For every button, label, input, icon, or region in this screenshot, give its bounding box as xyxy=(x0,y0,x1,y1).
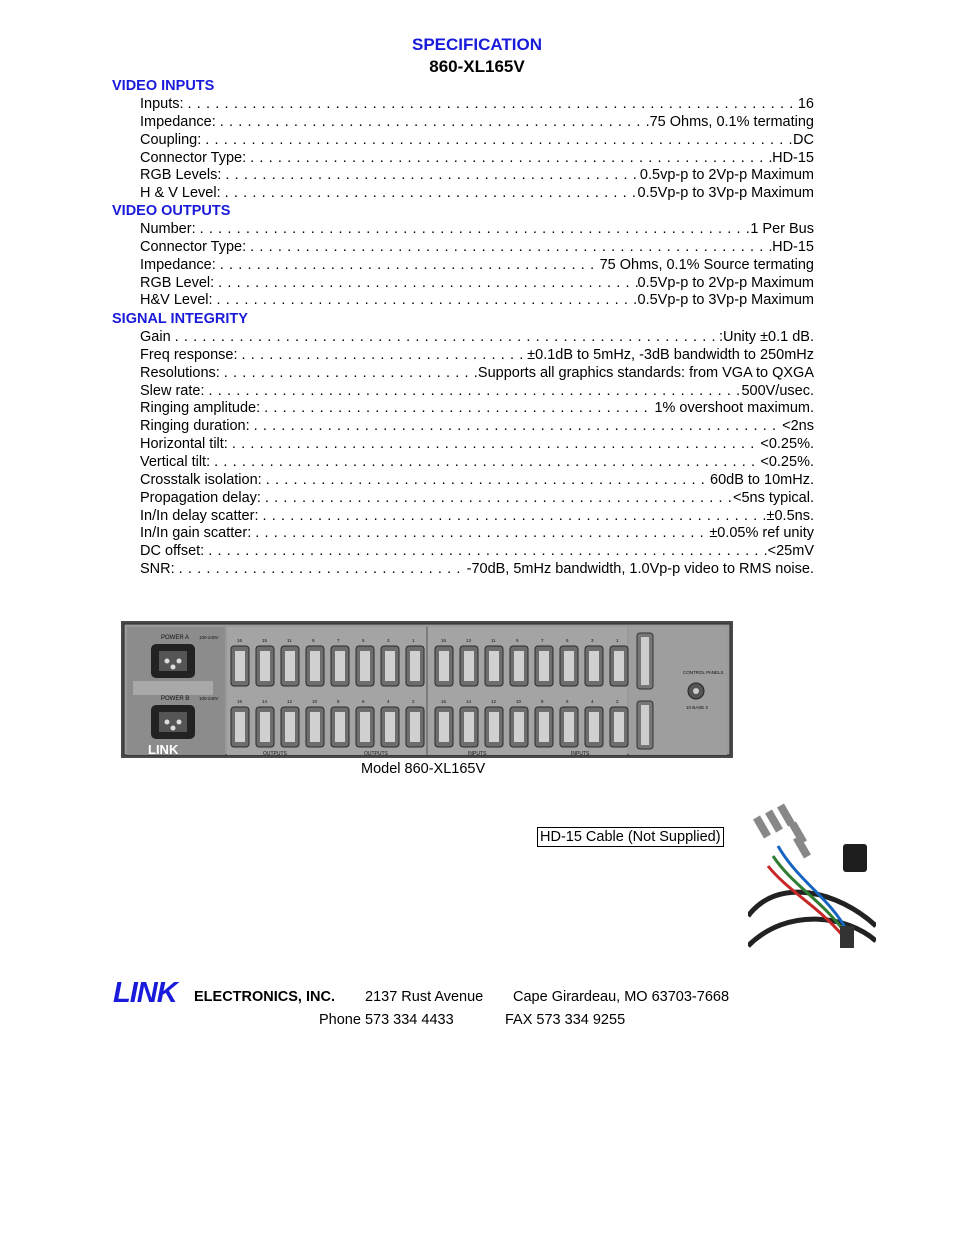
spec-value: <0.25%. xyxy=(760,436,814,453)
spec-label: RGB Levels: xyxy=(140,167,222,184)
spec-value: 0.5Vp-p to 2Vp-p Maximum xyxy=(637,274,814,291)
spec-label: Resolutions: xyxy=(140,364,220,381)
connector-pins xyxy=(564,651,574,681)
spec-value: Supports all graphics standards: from VGA to QXGA xyxy=(477,364,814,381)
connector-pins xyxy=(335,651,345,681)
section-heading: VIDEO INPUTS xyxy=(112,78,215,94)
dot-leader xyxy=(221,167,640,183)
connector-pins xyxy=(439,651,449,681)
spec-label: Slew rate: xyxy=(140,382,205,399)
dot-leader xyxy=(250,418,783,434)
phone-number: Phone 573 334 4433 xyxy=(319,1012,454,1028)
spec-row xyxy=(140,347,814,365)
spec-label: H & V Level: xyxy=(140,185,221,202)
spec-value: 0.5vp-p to 2Vp-p Maximum xyxy=(639,167,814,184)
connector-number: 5 xyxy=(566,638,569,643)
connector-pins xyxy=(410,712,420,742)
spec-row xyxy=(140,329,814,347)
connector-pins xyxy=(310,712,320,742)
connector-pins xyxy=(539,651,549,681)
spec-row xyxy=(140,436,814,454)
connector-pins xyxy=(285,651,295,681)
power-a-label: POWER A xyxy=(161,635,190,641)
spec-row xyxy=(140,418,814,436)
spec-value: :Unity ±0.1 dB. xyxy=(718,329,814,345)
connector-number: 8 xyxy=(337,699,340,704)
rear-panel-image xyxy=(121,621,733,758)
spec-value: 0.5Vp-p to 3Vp-p Maximum xyxy=(637,292,814,309)
connector-number: 1 xyxy=(616,638,619,643)
spec-label: Gain xyxy=(140,329,171,345)
connector-pins xyxy=(489,712,499,742)
connector-number: 11 xyxy=(491,638,496,643)
spec-label: SNR: xyxy=(140,561,175,578)
spec-value: HD-15 xyxy=(772,149,814,166)
spec-value: -70dB, 5mHz bandwidth, 1.0Vp-p video to RMS noise. xyxy=(466,561,814,578)
spec-row xyxy=(140,114,814,132)
spec-value: <5ns typical. xyxy=(732,489,814,506)
spec-row xyxy=(140,96,814,114)
dot-leader xyxy=(228,436,761,452)
connector-pins xyxy=(285,712,295,742)
spec-value: <0.25%. xyxy=(760,453,814,470)
connector-pins xyxy=(539,712,549,742)
connector-pins xyxy=(235,712,245,742)
connector-number: 16 xyxy=(441,638,447,643)
spec-row xyxy=(140,508,814,526)
spec-row xyxy=(140,257,814,275)
spec-label: Connector Type: xyxy=(140,149,247,166)
connector-pins xyxy=(360,712,370,742)
connector-pins xyxy=(385,712,395,742)
city-address: Cape Girardeau, MO 63703-7668 xyxy=(513,989,730,1005)
spec-value: 0.5Vp-p to 3Vp-p Maximum xyxy=(637,185,814,202)
power-a-rating: 100-240V xyxy=(199,635,219,640)
spec-row xyxy=(140,525,814,543)
cable-label: HD-15 Cable (Not Supplied) xyxy=(537,827,724,847)
spec-value: <2ns xyxy=(782,418,814,435)
dot-leader xyxy=(204,543,767,559)
spec-value: 16 xyxy=(797,96,814,112)
connector-pins xyxy=(514,651,524,681)
dot-leader xyxy=(238,347,528,363)
spec-value: ±0.5ns. xyxy=(766,507,814,524)
spec-row xyxy=(140,185,814,203)
dot-leader xyxy=(196,221,751,237)
dot-leader xyxy=(175,561,467,577)
spec-row xyxy=(140,132,814,150)
dot-leader xyxy=(261,490,733,506)
spec-value: 500V/usec. xyxy=(741,382,814,399)
spec-label: Impedance: xyxy=(140,113,216,130)
dot-leader xyxy=(220,365,478,381)
connector-pins xyxy=(385,651,395,681)
connector-pins xyxy=(589,651,599,681)
power-b-label: POWER B xyxy=(161,696,190,702)
connector-pins xyxy=(614,712,624,742)
spec-label: Number: xyxy=(140,221,196,237)
spec-row xyxy=(140,150,814,168)
dot-leader xyxy=(210,454,760,470)
dot-leader xyxy=(221,185,638,201)
spec-label: Propagation delay: xyxy=(140,489,261,506)
spec-row xyxy=(140,400,814,418)
control-panels-label: CONTROL PANELS xyxy=(683,670,724,675)
inputs-label-2: INPUTS xyxy=(571,751,590,757)
connector-number: 3 xyxy=(387,638,390,643)
dot-leader xyxy=(216,257,600,273)
connector-pins xyxy=(410,651,420,681)
spec-value: 1% overshoot maximum. xyxy=(654,400,814,417)
connector-pins xyxy=(235,651,245,681)
spec-label: Vertical tilt: xyxy=(140,453,211,470)
panel-caption: Model 860-XL165V xyxy=(361,761,486,777)
connector-pins xyxy=(439,712,449,742)
connector-pins xyxy=(260,651,270,681)
spec-label: In/In delay scatter: xyxy=(140,507,259,524)
connector-number: 10 xyxy=(516,699,522,704)
section-heading: VIDEO OUTPUTS xyxy=(112,203,231,219)
connector-number: 11 xyxy=(287,638,292,643)
connector-number: 10 xyxy=(312,699,318,704)
dot-leader xyxy=(216,114,650,130)
spec-value: DC xyxy=(793,131,814,148)
panel-brand-logo: LINK xyxy=(148,742,179,757)
connector-number: 16 xyxy=(237,638,243,643)
fax-number: FAX 573 334 9255 xyxy=(505,1012,626,1028)
inputs-label-1: INPUTS xyxy=(468,751,487,757)
spec-label: Crosstalk isolation: xyxy=(140,471,262,488)
spec-row xyxy=(140,561,814,579)
spec-label: In/In gain scatter: xyxy=(140,525,252,542)
model-title: 860-XL165V xyxy=(429,57,525,76)
dot-leader xyxy=(201,132,793,148)
connector-number: 4 xyxy=(591,699,594,704)
connector-pins xyxy=(564,712,574,742)
connector-pins xyxy=(310,651,320,681)
connector-number: 7 xyxy=(541,638,544,643)
dot-leader xyxy=(262,472,710,488)
spec-row xyxy=(140,239,814,257)
spec-label: Coupling: xyxy=(140,131,202,148)
spec-label: Ringing amplitude: xyxy=(140,400,261,417)
spec-label: H&V Level: xyxy=(140,292,213,309)
spec-row xyxy=(140,365,814,383)
spec-label: Inputs: xyxy=(140,96,184,112)
spec-label: Connector Type: xyxy=(140,238,247,255)
dot-leader xyxy=(260,400,654,416)
spec-value: ±0.05% ref unity xyxy=(709,525,814,542)
connector-pins xyxy=(489,651,499,681)
spec-value: 75 Ohms, 0.1% Source termating xyxy=(599,256,814,273)
spec-row xyxy=(140,543,814,561)
connector-pins xyxy=(589,712,599,742)
dot-leader xyxy=(213,292,638,308)
connector-number: 16 xyxy=(441,699,447,704)
link-logo: LINK xyxy=(113,977,177,1009)
connector-number: 15 xyxy=(262,638,268,643)
spec-value: 75 Ohms, 0.1% termating xyxy=(649,113,814,130)
connector-pins xyxy=(260,712,270,742)
spec-title: SPECIFICATION xyxy=(411,35,543,54)
dot-leader xyxy=(171,329,719,345)
connector-number: 7 xyxy=(337,638,340,643)
connector-number: 12 xyxy=(491,699,497,704)
connector-pins xyxy=(464,651,474,681)
company-name: ELECTRONICS, INC. xyxy=(194,989,335,1005)
spec-label: Horizontal tilt: xyxy=(140,436,228,453)
cable-photo xyxy=(748,796,876,962)
connector-number: 14 xyxy=(466,699,472,704)
connector-number: 13 xyxy=(466,638,472,643)
dot-leader xyxy=(258,508,766,524)
connector-number: 16 xyxy=(237,699,243,704)
street-address: 2137 Rust Avenue xyxy=(365,989,484,1005)
connector-number: 5 xyxy=(362,638,365,643)
connector-pins xyxy=(614,651,624,681)
spec-value: <25mV xyxy=(767,543,814,560)
spec-value: 60dB to 10mHz. xyxy=(710,471,814,488)
connector-number: 6 xyxy=(566,699,569,704)
spec-row xyxy=(140,454,814,472)
spec-value: ±0.1dB to 5mHz, -3dB bandwidth to 250mHz xyxy=(527,346,814,363)
dot-leader xyxy=(184,96,798,112)
section-heading: SIGNAL INTEGRITY xyxy=(112,311,248,327)
spec-row xyxy=(140,167,814,185)
spec-row xyxy=(140,292,814,310)
dot-leader xyxy=(246,239,772,255)
connector-pins xyxy=(464,712,474,742)
connector-number: 8 xyxy=(541,699,544,704)
power-b-rating: 100-240V xyxy=(199,696,219,701)
outputs-label-1: OUTPUTS xyxy=(263,751,287,757)
spec-label: RGB Level: xyxy=(140,274,215,291)
spec-row xyxy=(140,275,814,293)
connector-number: 9 xyxy=(312,638,315,643)
connector-pins xyxy=(514,712,524,742)
spec-row xyxy=(140,383,814,401)
dot-leader xyxy=(246,150,772,166)
connector-number: 2 xyxy=(616,699,619,704)
connector-number: 6 xyxy=(362,699,365,704)
base-label: 10 BASE 2 xyxy=(686,705,709,710)
dot-leader xyxy=(214,275,637,291)
connector-pins xyxy=(360,651,370,681)
spec-label: DC offset: xyxy=(140,543,205,560)
dot-leader xyxy=(251,525,709,541)
connector-number: 9 xyxy=(516,638,519,643)
spec-label: Impedance: xyxy=(140,256,216,273)
spec-label: Ringing duration: xyxy=(140,418,250,435)
spec-row xyxy=(140,221,814,239)
connector-number: 1 xyxy=(412,638,415,643)
connector-number: 14 xyxy=(262,699,268,704)
connector-number: 3 xyxy=(591,638,594,643)
outputs-label-2: OUTPUTS xyxy=(364,751,388,757)
connector-number: 4 xyxy=(387,699,390,704)
connector-pins xyxy=(335,712,345,742)
connector-number: 2 xyxy=(412,699,415,704)
spec-row xyxy=(140,472,814,490)
dot-leader xyxy=(204,383,741,399)
spec-value: HD-15 xyxy=(772,238,814,255)
spec-label: Freq response: xyxy=(140,346,238,363)
spec-value: 1 Per Bus xyxy=(750,221,814,237)
connector-number: 12 xyxy=(287,699,293,704)
spec-row xyxy=(140,490,814,508)
